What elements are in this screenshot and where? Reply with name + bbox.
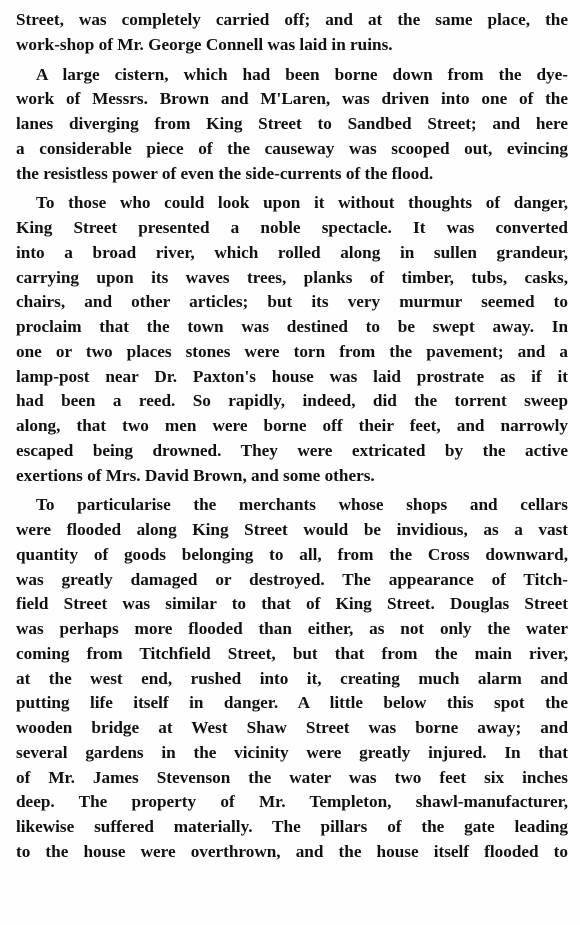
text-line: To those who could look upon it without thoughts of danger, (36, 193, 568, 213)
text-line: field Street was similar to that of King Street. Douglas Street (16, 594, 568, 614)
text-line: was greatly damaged or destroyed. The appearance of Titch- (16, 569, 568, 589)
text-line: work of Messrs. Brown and M'Laren, was driven into one of the (16, 89, 568, 109)
text-line: escaped being drowned. They were extricated by the active (16, 440, 568, 460)
text-line: wooden bridge at West Shaw Street was borne away; and (16, 718, 568, 737)
text-line: one or two places stones were torn from the pavement; and a (16, 341, 568, 361)
text-line: carrying upon its waves trees, planks of timber, tubs, casks, (16, 267, 568, 287)
text-line: putting life itself in danger. A little below this spot the (16, 693, 568, 713)
text-line: King Street presented a noble spectacle. It was converted (16, 218, 568, 237)
text-line: coming from Titchfield Street, but that from the main river, (16, 643, 568, 663)
text-line: proclaim that the town was destined to be swept away. In (16, 317, 568, 336)
body-text (16, 8, 568, 870)
text-line: was perhaps more flooded than either, as not only the water (16, 619, 568, 638)
text-line: exertions of Mrs. David Brown, and some others. (16, 465, 375, 485)
text-line: To particularise the merchants whose shops and cellars (36, 495, 568, 515)
paragraph-2 (16, 63, 568, 187)
paragraph-4 (16, 493, 568, 864)
text-line: along, that two men were borne off their feet, and narrowly (16, 416, 568, 435)
paragraph-1 (16, 8, 568, 58)
text-line: lanes diverging from King Street to Sandbed Street; and here (16, 114, 568, 133)
text-line: a considerable piece of the causeway was scooped out, evincing (16, 138, 568, 158)
text-line: the resistless power of even the side-currents of the flood. (16, 163, 434, 183)
text-line: into a broad river, which rolled along in sullen grandeur, (16, 242, 568, 262)
text-line: several gardens in the vicinity were greatly injured. In that (16, 742, 568, 762)
text-line: work-shop of Mr. George Connell was laid in ruins. (16, 34, 393, 54)
text-line: chairs, and other articles; but its very murmur seemed to (16, 292, 568, 312)
text-line: Street, was completely carried off; and at the same place, the (16, 10, 568, 29)
text-line: likewise suffered materially. The pillars of the gate leading (16, 817, 568, 836)
text-line: of Mr. James Stevenson the water was two feet six inches (16, 767, 568, 787)
text-line: to the house were overthrown, and the house itself flooded to (16, 841, 568, 861)
text-line: deep. The property of Mr. Templeton, shawl-manufacturer, (16, 792, 568, 812)
text-line: lamp-post near Dr. Paxton's house was laid prostrate as if it (16, 366, 568, 386)
text-line: A large cistern, which had been borne down from the dye- (36, 64, 568, 84)
text-line: were flooded along King Street would be invidious, as a vast (16, 520, 568, 539)
text-line: had been a reed. So rapidly, indeed, did the torrent sweep (16, 391, 568, 411)
text-line: at the west end, rushed into it, creating much alarm and (16, 668, 568, 688)
text-line: quantity of goods belonging to all, from the Cross downward, (16, 544, 568, 564)
paragraph-3 (16, 191, 568, 488)
